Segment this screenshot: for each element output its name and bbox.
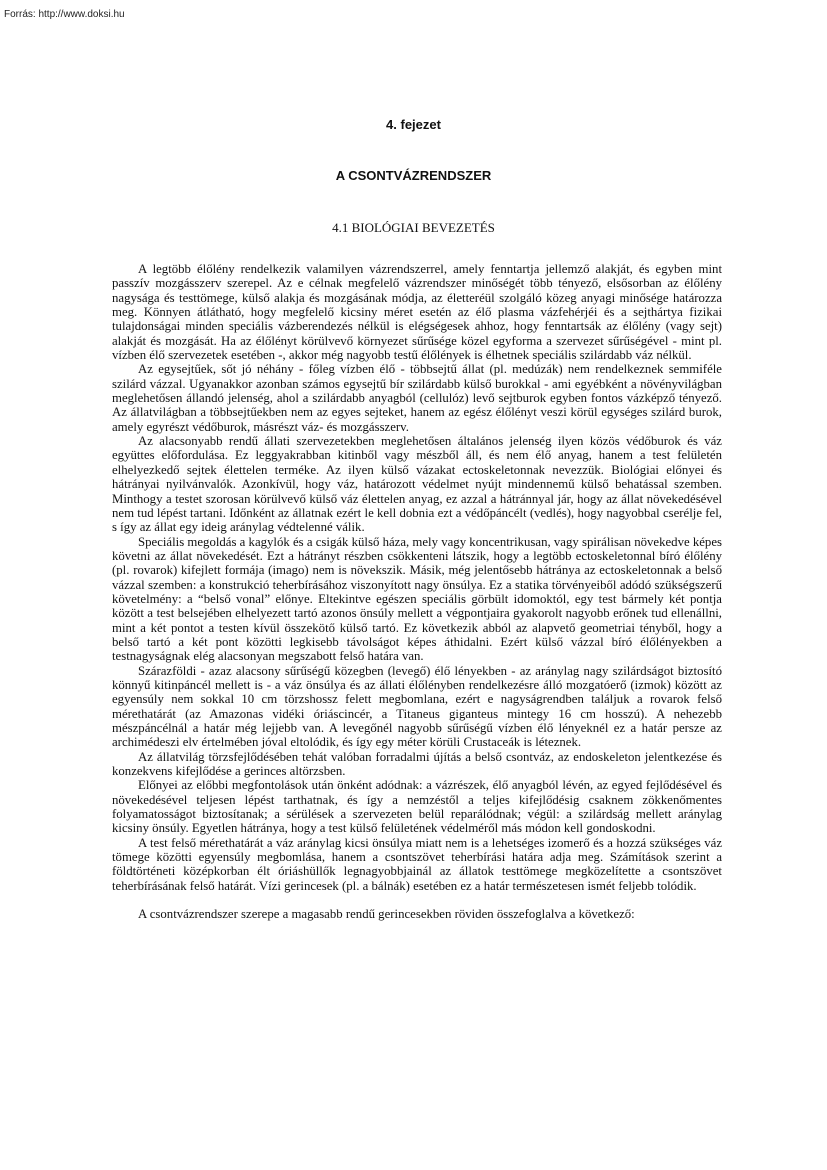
page-title: A CSONTVÁZRENDSZER [335, 168, 492, 183]
section-heading: 4.1 BIOLÓGIAI BEVEZETÉS [332, 220, 495, 235]
paragraph: Speciális megoldás a kagylók és a csigák külső háza, mely vagy koncentrikusan, vagy spirálisan növekedve képes követni az állat növekedését. Ezt a hátrányt részben csökkenteni látszik, hogy a legtöbb ectoskeletonnal bíró élőlény (pl. rovarok) kifejlett formája (imago) nem is növekszik. Másik, még jelentősebb hátránya az ectoskeletonnak a belső vázzal szemben: a konstrukció teherbírásához viszonyított nagy önsúlya. Ez a statika törvényeiből adódó szükségszerű követelmény: a “belső vonal” előnye. Eltekintve egészen speciális görbült idomoktól, egy test bármely két pontja között a test belsejében elhelyezett tartó azonos önsúly mellett a végpontjaira gyakorolt nagyobb erőnek tud ellenállni, mint a két pontot a testen kívül összekötő külső tartó. Ez következik abból az alapvető geometriai tényből, hogy a belső tartó a két pont közötti legkisebb távolságot képes áthidalni. Ezért külső vázzal bíró élőlényekben a testnagyságnak elég alacsonyan megszabott felső határa van. [112, 534, 722, 664]
paragraph: A legtöbb élőlény rendelkezik valamilyen vázrendszerrel, amely fenntartja jellemző alakját, és egyben mint passzív mozgásszerv szerepel. Az e célnak megfelelő vázrendszer minőségét több tényező, elsősorban az élőlény nagysága és testtömege, külső alakja és mozgásának módja, az életteréül szolgáló közeg anyagi minősége határozza meg. Könnyen átlátható, hogy megfelelő kicsiny méret esetén az élő plasma vázfehérjéi és a sejthártya fizikai tulajdonságai minden speciális vázberendezés nélkül is elégségesek ahhoz, hogy fenntartsák az élőlény (vagy sejt) alakját és mozgását. Ha az élőlényt körülvevő környezet sűrűsége közel egyforma a szervezet sűrűségével - mint pl. vízben élő szervezetek esetében -, akkor még nagyobb testű élőlények is élhetnek speciális szilárdabb váz nélkül. [112, 262, 722, 363]
paragraph: Előnyei az előbbi megfontolások után önként adódnak: a vázrészek, élő anyagból lévén, az egyed fejlődésével és növekedésével teljesen lépést tarthatnak, és így a nemzéstől a teljes kifejlődésig csaknem zökkenőmentes folyamatosságot biztosítanak; a sérülések a szervezeten belül reparálódnak; végül: a szilárdság mellett aránylag kicsiny önsúly. Egyetlen hátránya, hogy a test külső felületének védelméről más módon kell gondoskodni. [112, 778, 722, 836]
paragraph: Szárazföldi - azaz alacsony sűrűségű közegben (levegő) élő lényekben - az aránylag nagy szilárdságot biztosító könnyű kitinpáncél mellett is - a váz önsúlya és az állati élőlényben rendelkezésre álló mozgatóerő (izmok) között az egyensúly nem sokkal 10 cm törzshossz felett megbomlana, ezért e nagyságrendben találjuk a rovarok felső mérethatárát (az Amazonas vidéki óriáscincér, a Titaneus giganteus mintegy 16 cm hosszú). A nehezebb mészpáncélnál a határ még lejjebb van. A levegőnél nagyobb sűrűségű vízben élő lényeknél ez a határ persze az archimédeszi elv értelmében jóval eltolódik, és így egy méter körüli Crustaceák is léteznek. [112, 663, 722, 750]
paragraph: Az állatvilág törzsfejlődésében tehát valóban forradalmi újítás a belső csontváz, az endoskeleton jelentkezése és konzekvens kifejlődése a gerinces altörzsben. [112, 749, 722, 779]
paragraph: A csontvázrendszer szerepe a magasabb rendű gerincesekben röviden összefoglalva a következő: [138, 907, 635, 922]
source-label: Forrás: http://www.doksi.hu [4, 9, 125, 20]
paragraph: A test felső mérethatárát a váz aránylag kicsi önsúlya miatt nem is a lehetséges izomerő és a hozzá szükséges váz tömege közötti egyensúly megbomlása, hanem a csontszövet teherbírási határa adja meg. Számítások szerint a földtörténeti középkorban élt óriáshüllők legnagyobbjainál az állatok testtömege megközelítette a csontszövet teherbírásának felső határát. Vízi gerincesek (pl. a bálnák) esetében ez a határ természetesen ismét feljebb tolódik. [112, 835, 722, 893]
paragraph: Az alacsonyabb rendű állati szervezetekben meglehetősen általános jelenség ilyen közös védőburok és váz együttes előfordulása. Ez leggyakrabban kitinből vagy mészből áll, és nem élő anyag, hanem a test felületén elhelyezkedő sejtek élettelen terméke. Az ilyen külső vázakat ectoskeletonnak nevezzük. Biológiai előnyei és hátrányai nyilvánvalók. Azonkívül, hogy váz, határozott védelmet nyújt mindennemű külső behatással szemben. Minthogy a testet szorosan körülvevő külső váz élettelen anyag, ez azzal a hátránnyal jár, hogy az állat növekedésével nem tud lépést tartani. Időnként az állatnak ezért le kell dobnia ezt a védőpáncélt (vedlés), hogy nagyobbal cserélje fel, s így az állat egy ideig aránylag védtelenné válik. [112, 434, 722, 535]
body-text [112, 262, 722, 921]
paragraph: Az egysejtűek, sőt jó néhány - főleg vízben élő - többsejtű állat (pl. medúzák) nem rendelkeznek semmiféle szilárd vázzal. Ugyanakkor azonban számos egysejtű bír szilárdabb külső burokkal - ami egyébként a növényvilágban meglehetősen állandó jelenség, ahol a szilárdabb anyagból (cellulóz) levő sejtburok egyben fontos vázképző tényező. Az állatvilágban a többsejtűekben nem az egyes sejteket, hanem az egész élőlényt veszi körül egységes szilárd burok, amely egyrészt védőburok, másrészt váz- és mozgásszerv. [112, 362, 722, 434]
chapter-heading: 4. fejezet [386, 117, 441, 132]
